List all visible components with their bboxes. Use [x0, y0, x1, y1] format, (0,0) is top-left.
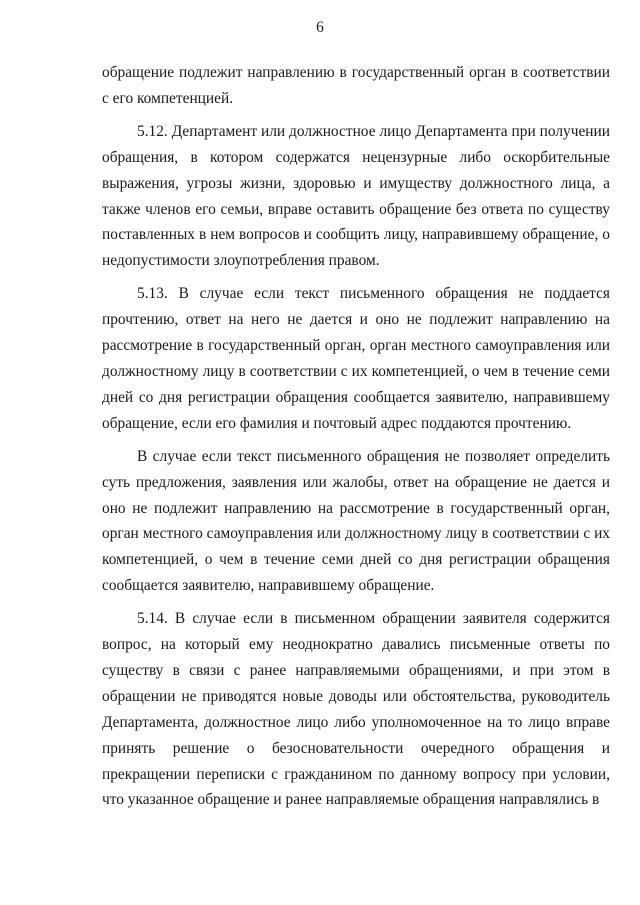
- page-number: 6: [316, 19, 324, 36]
- paragraph-5-14: 5.14. В случае если в письменном обращении заявителя содержится вопрос, на который ему неоднократно давались письменные ответы по существу в связи с ранее направляемыми обращениями, и при этом в обращении не приводятся новые доводы или обстоятельства, руководитель Департамента, должностное лицо либо уполномоченное на то лицо вправе принять решение о безосновательности очередного обращения и прекращении переписки с гражданином по данному вопросу при условии, что указанное обращение и ранее направляемые обращения направлялись в: [102, 610, 610, 809]
- paragraph-5-12: 5.12. Департамент или должностное лицо Департамента при получении обращения, в котором содержатся нецензурные либо оскорбительные выражения, угрозы жизни, здоровью и имуществу должностного лица, а также членов его семьи, вправе оставить обращение без ответа по существу поставленных в нем вопросов и сообщить лицу, направившему обращение, о недопустимости злоупотребления правом.: [102, 122, 610, 270]
- paragraph-5-13: 5.13. В случае если текст письменного обращения не поддается прочтению, ответ на него не дается и оно не подлежит направлению на рассмотрение в государственный орган, орган местного самоуправления или должностному лицу в соответствии с их компетенцией, о чем в течение семи дней со дня регистрации обращения сообщается заявителю, направившему обращение, если его фамилия и почтовый адрес поддаются прочтению.: [102, 285, 610, 432]
- paragraph-continuation: обращение подлежит направлению в государственный орган в соответствии с его компетенцией.: [102, 64, 610, 107]
- document-body: [102, 60, 610, 813]
- paragraph-5-13-continued: В случае если текст письменного обращения не позволяет определить суть предложения, заявления или жалобы, ответ на обращение не дается и оно не подлежит направлению на рассмотрение в государственный орган, орган местного самоуправления или должностному лицу в соответствии с их компетенцией, о чем в течение семи дней со дня регистрации обращения сообщается заявителю, направившему обращение.: [102, 447, 610, 595]
